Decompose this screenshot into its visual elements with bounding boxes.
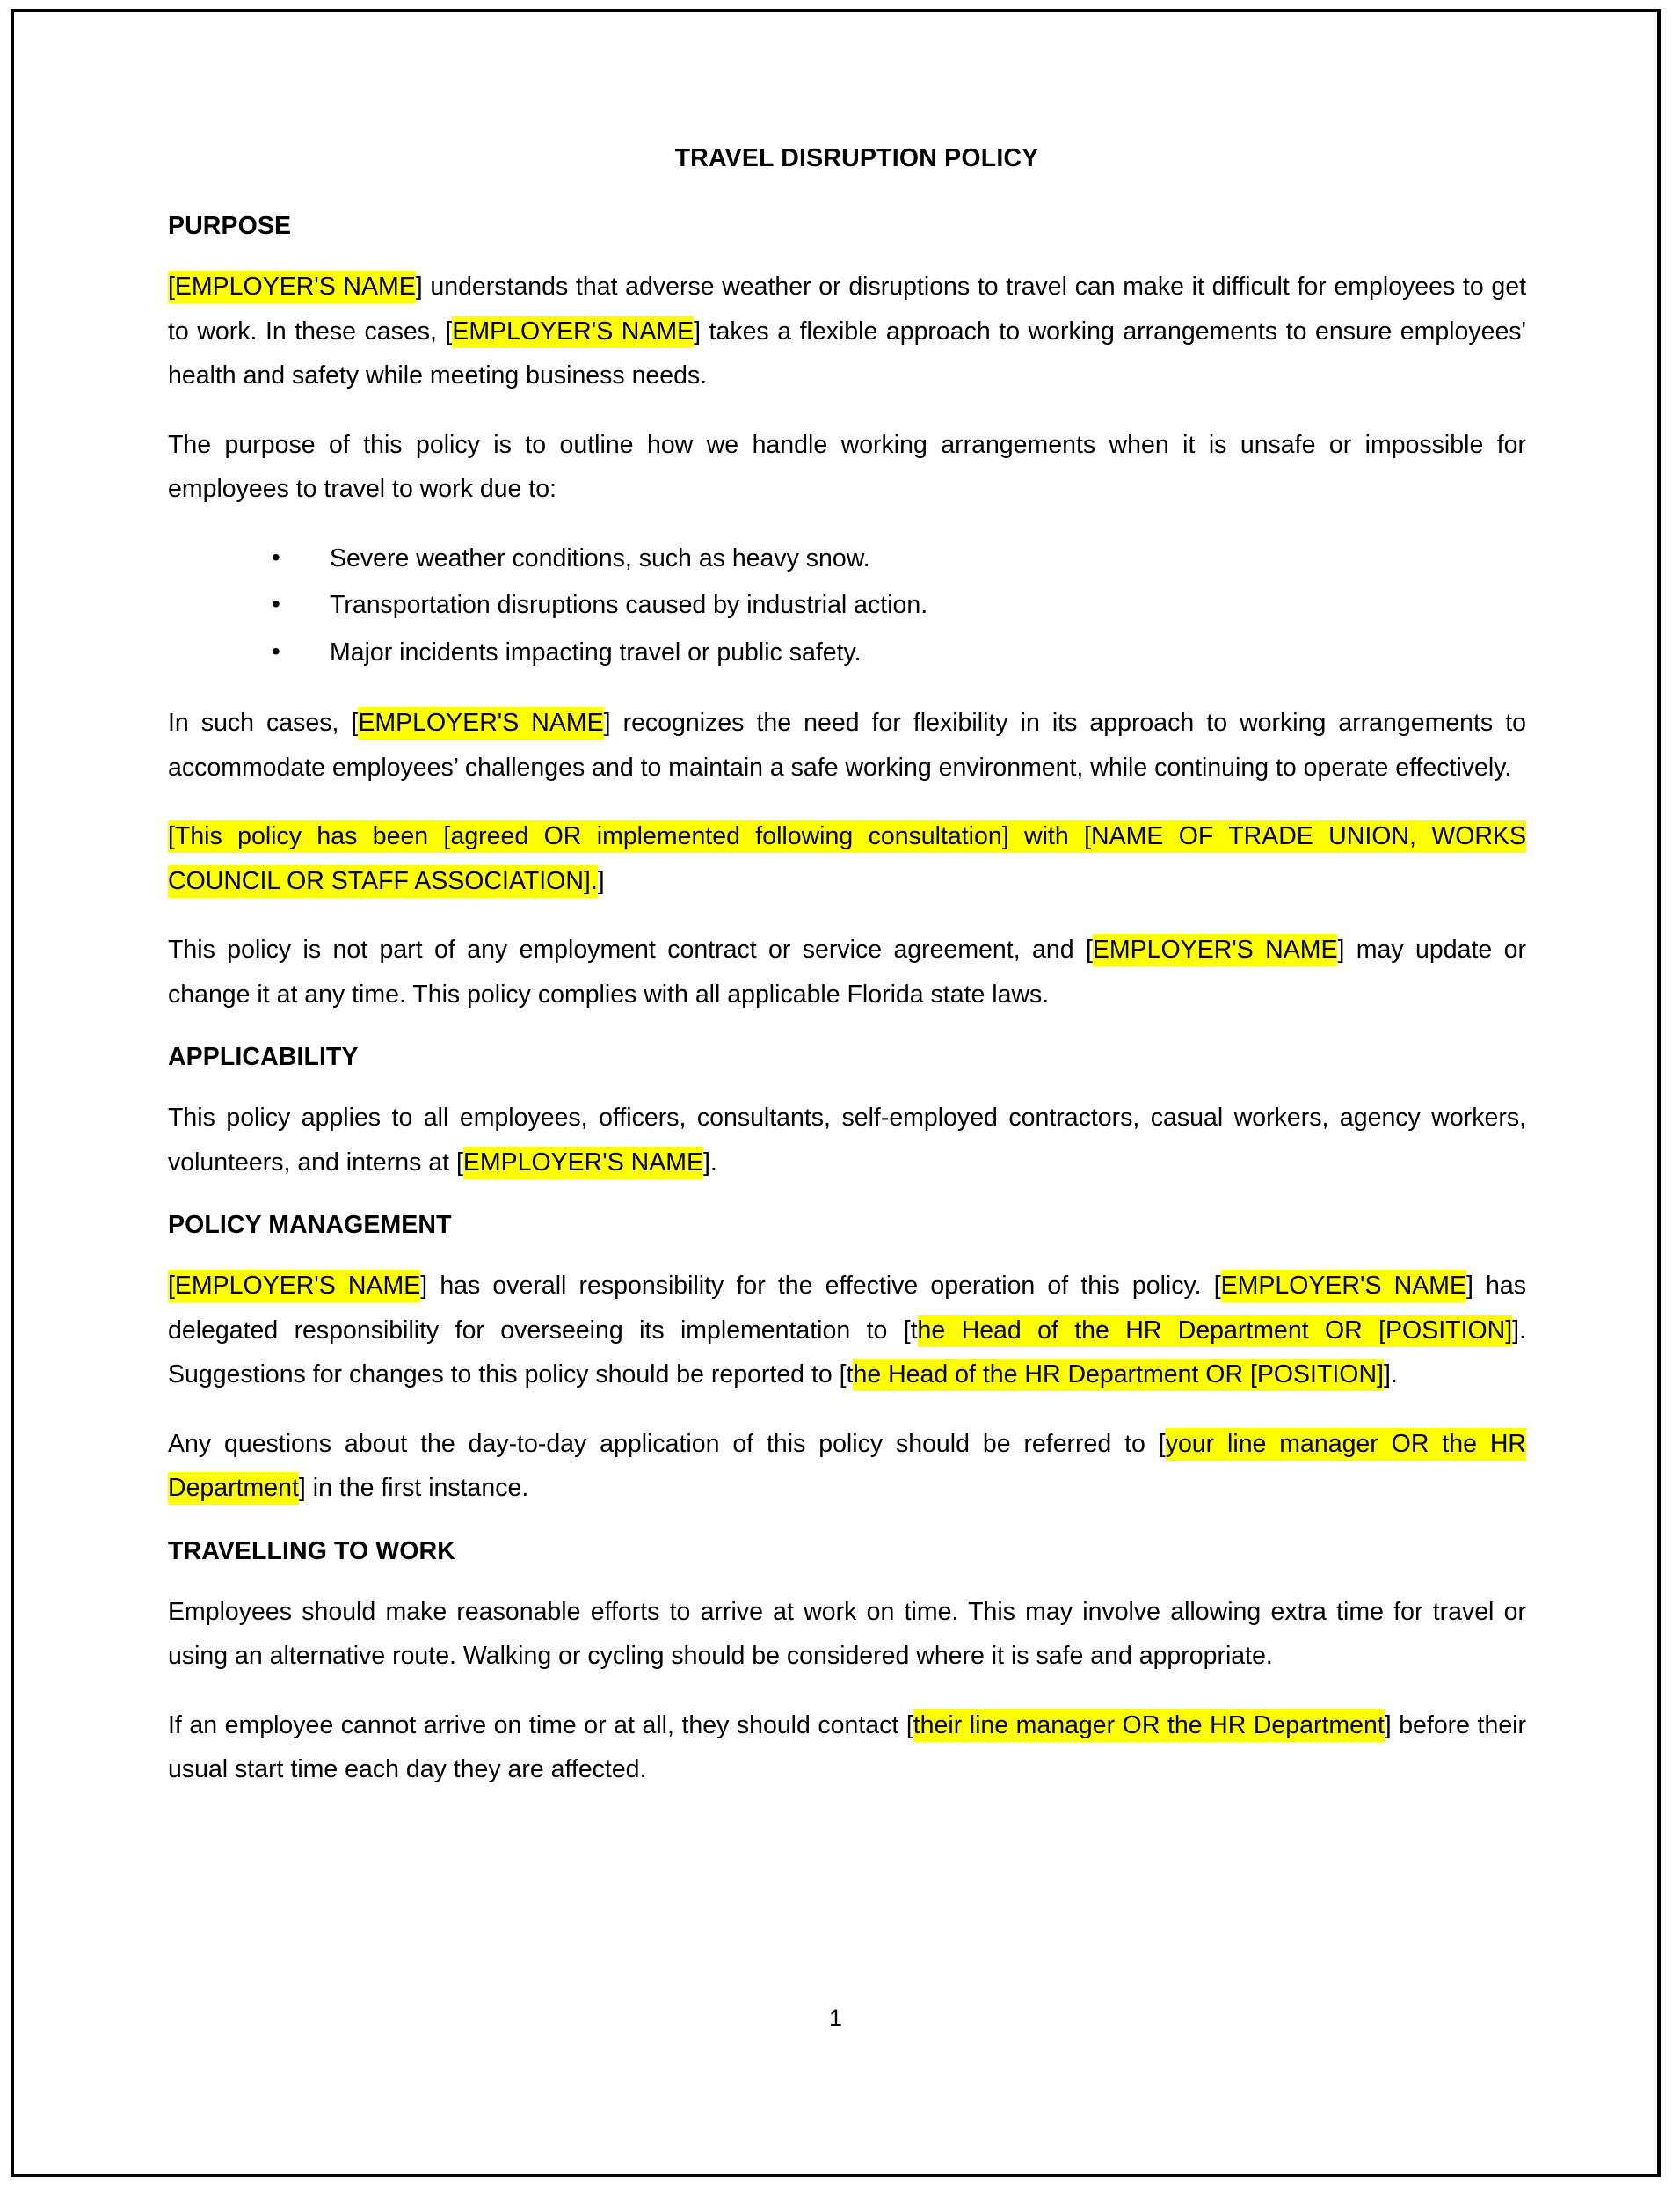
pm-p1-text-f: ]. Suggestions for changes to this policy should be reported to [t [168,1316,1526,1389]
pm-p1-text-h: ]. [1383,1360,1398,1389]
applicability-p1-text-c: ]. [702,1148,717,1177]
purpose-paragraph-3 [168,701,1526,790]
purpose-p3-text-a: In such cases, [ [168,709,359,737]
applicability-p1-text-a: This policy applies to all employees, officers, consultants, self-employed contractors, casual workers, agency workers, volunteers, and interns at [ [168,1104,1526,1177]
highlight-employers-name: [EMPLOYER'S NAME [168,271,416,303]
travelling-paragraph-2 [168,1703,1526,1792]
purpose-p5-text-a: This policy is not part of any employment contract or service agreement, and [ [168,936,1093,964]
highlight-employers-name: [EMPLOYER'S NAME [168,1270,420,1302]
list-item: • Transportation disruptions caused by industrial action. [272,583,1526,628]
ttw-p2-text-a: If an employee cannot arrive on time or at all, they should contact [ [168,1710,913,1739]
pm-p1-text-d: ] has delegated responsibility for overseeing its implementation to [t [168,1272,1526,1345]
section-heading-policy-management: POLICY MANAGEMENT [168,1211,452,1239]
highlight-employers-name: EMPLOYER'S NAME [358,707,603,740]
applicability-paragraph-1 [168,1096,1526,1184]
ttw-p2-text-c: ] before their usual start time each day they are affected. [168,1710,1526,1783]
purpose-paragraph-5 [168,928,1526,1017]
highlight-line-manager-or-hr: their line manager OR the HR Department [913,1709,1385,1742]
list-item: • Major incidents impacting travel or public safety. [272,631,1526,675]
section-heading-purpose: PURPOSE [168,212,292,240]
travelling-paragraph-1: Employees should make reasonable efforts to arrive at work on time. This may involve allowing extra time for travel or using an alternative route. Walking or cycling should be considered where it is safe and appropriate. [168,1597,1526,1670]
policy-management-paragraph-1 [168,1264,1526,1397]
pm-p2-text-c: ] in the first instance. [298,1474,529,1502]
document-title: TRAVEL DISRUPTION POLICY [674,144,1039,172]
list-item: • Severe weather conditions, such as heavy snow. [272,536,1526,581]
highlight-line-manager-or-hr: your line manager OR the HR Department [168,1428,1526,1505]
purpose-p3-text-c: ] recognizes the need for flexibility in its approach to working arrangements to accommodate employees’ challenges and to maintain a safe working environment, while continuing to operate effectively. [168,709,1526,782]
highlight-employers-name: EMPLOYER'S NAME [452,316,694,348]
highlight-hr-department-position: he Head of the HR Department OR [POSITION] [853,1359,1383,1391]
document-content [168,144,1526,1817]
purpose-p1-text-d: ] takes a flexible approach to working arrangements to ensure employees' health and safety while meeting business needs. [168,317,1526,390]
page-number: 1 [828,2005,843,2031]
purpose-paragraph-2: The purpose of this policy is to outline how we handle working arrangements when it is unsafe or impossible for employees to travel to work due to: [168,430,1526,503]
purpose-p5-text-c: ] may update or change it at any time. This policy complies with all applicable Florida state laws. [168,936,1526,1009]
section-heading-travelling-to-work: TRAVELLING TO WORK [168,1536,455,1565]
highlight-employers-name: EMPLOYER'S NAME [1093,934,1338,966]
purpose-p1-text-b: ] understands that adverse weather or disruptions to travel can make it difficult for employees to get to work. In these cases, [ [168,273,1526,346]
policy-management-paragraph-2 [168,1422,1526,1511]
highlight-employers-name: EMPLOYER'S NAME [463,1147,703,1179]
purpose-bullet-list [168,536,1526,675]
pm-p1-text-b: ] has overall responsibility for the effective operation of this policy. [ [420,1272,1221,1300]
highlight-employers-name: EMPLOYER'S NAME [1221,1270,1466,1302]
purpose-paragraph-1 [168,265,1526,398]
purpose-paragraph-4-trade-union [168,814,1526,903]
highlight-trade-union-clause: [This policy has been [agreed OR implemented following consultation] with [NAME OF TRADE UNION, WORKS COUNCIL OR STAFF ASSOCIATION]. [168,820,1526,898]
section-heading-applicability: APPLICABILITY [168,1043,359,1071]
purpose-p4-text-b: ] [597,866,605,895]
document-page [11,9,1661,2177]
highlight-hr-department-position: he Head of the HR Department OR [POSITION] [918,1315,1513,1347]
pm-p2-text-a: Any questions about the day-to-day application of this policy should be referred to [ [168,1429,1166,1458]
